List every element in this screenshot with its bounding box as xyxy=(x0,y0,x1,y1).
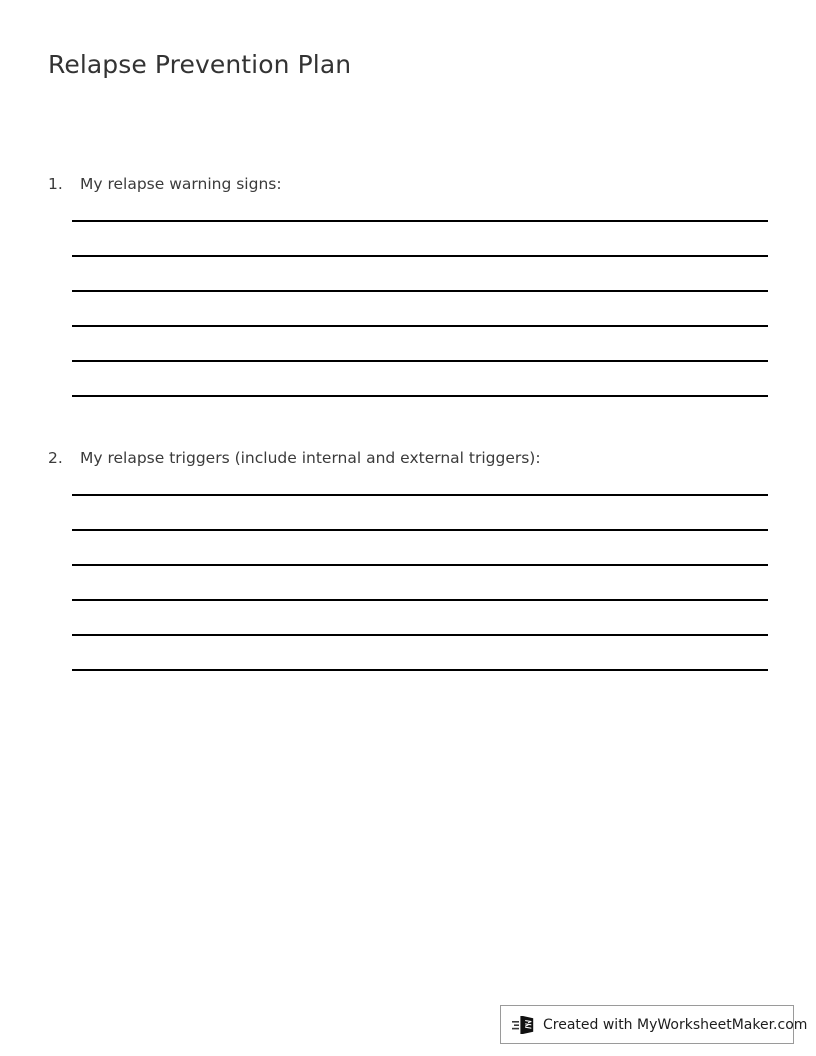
answer-line[interactable] xyxy=(72,634,768,636)
answer-line[interactable] xyxy=(72,360,768,362)
question-block-1 xyxy=(48,172,768,397)
answer-line[interactable] xyxy=(72,325,768,327)
question-text-2: My relapse triggers (include internal and external triggers): xyxy=(80,449,541,467)
myworksheetmaker-logo-icon xyxy=(512,1014,536,1036)
page-title: Relapse Prevention Plan xyxy=(48,50,352,79)
answer-line[interactable] xyxy=(72,255,768,257)
question-heading-1 xyxy=(48,172,768,196)
question-block-2 xyxy=(48,446,768,671)
question-number-2: 2. xyxy=(48,449,63,467)
question-text-1: My relapse warning signs: xyxy=(80,175,282,193)
question-number-1: 1. xyxy=(48,175,63,193)
answer-line[interactable] xyxy=(72,220,768,222)
answer-line[interactable] xyxy=(72,494,768,496)
attribution-text: Created with MyWorksheetMaker.com xyxy=(543,1016,808,1033)
answer-line[interactable] xyxy=(72,395,768,397)
answer-line[interactable] xyxy=(72,564,768,566)
answer-line[interactable] xyxy=(72,529,768,531)
attribution-badge[interactable] xyxy=(500,1005,808,1044)
answer-lines-1[interactable] xyxy=(72,220,768,397)
question-heading-2 xyxy=(48,446,768,470)
answer-line[interactable] xyxy=(72,669,768,671)
answer-lines-2[interactable] xyxy=(72,494,768,671)
answer-line[interactable] xyxy=(72,290,768,292)
answer-line[interactable] xyxy=(72,599,768,601)
